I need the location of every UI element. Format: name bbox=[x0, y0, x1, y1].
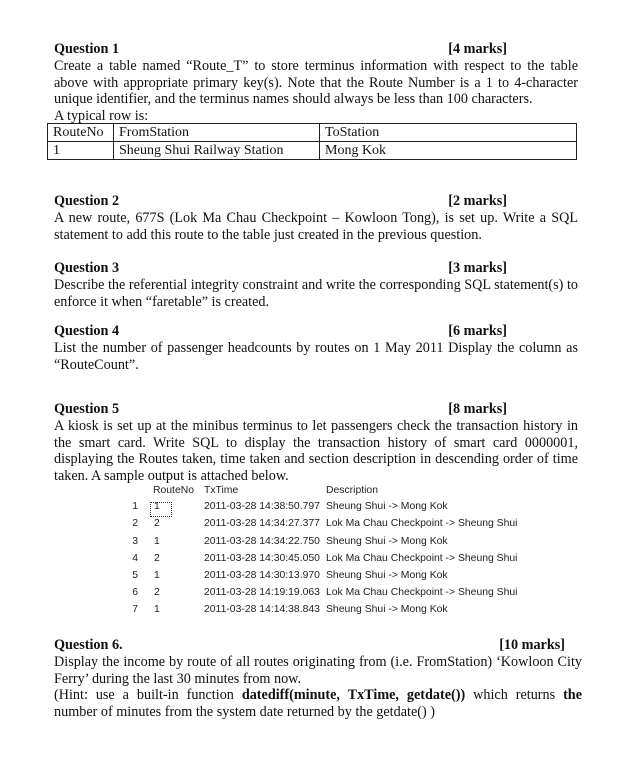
row-number: 6 bbox=[132, 587, 138, 599]
question-6-title: Question 6. bbox=[54, 637, 123, 653]
question-6-hint bbox=[54, 687, 582, 721]
question-2 bbox=[54, 193, 578, 243]
question-6-header bbox=[54, 637, 582, 654]
row-description[interactable]: Sheung Shui -> Mong Kok bbox=[326, 569, 448, 581]
sample-header-routeno: RouteNo bbox=[153, 485, 195, 496]
hint-the: the bbox=[563, 687, 582, 704]
question-1-header bbox=[54, 41, 578, 58]
row-txtime[interactable]: 2011-03-28 14:30:13.970 bbox=[204, 569, 320, 581]
row-routeno[interactable]: 1 bbox=[154, 501, 160, 513]
row-description[interactable]: Sheung Shui -> Mong Kok bbox=[326, 535, 448, 547]
question-3-text: Describe the referential integrity constraint and write the corresponding SQL statement(s) to enforce it when “faretable” is created. bbox=[54, 276, 578, 310]
question-2-marks: [2 marks] bbox=[448, 193, 507, 209]
question-4-header bbox=[54, 323, 578, 340]
question-5-marks: [8 marks] bbox=[448, 401, 507, 417]
question-5-title: Question 5 bbox=[54, 401, 120, 417]
row-description[interactable]: Lok Ma Chau Checkpoint -> Sheung Shui bbox=[326, 552, 518, 564]
typical-header-fromstation: FromStation bbox=[114, 124, 320, 142]
row-txtime[interactable]: 2011-03-28 14:38:50.797 bbox=[204, 501, 320, 513]
sample-header-description: Description bbox=[326, 485, 378, 496]
row-description[interactable]: Lok Ma Chau Checkpoint -> Sheung Shui bbox=[326, 518, 518, 530]
question-4-text: List the number of passenger headcounts by routes on 1 May 2011 Display the column as “RouteCount”. bbox=[54, 339, 578, 373]
typical-cell-tostation: Mong Kok bbox=[320, 142, 577, 160]
typical-row-label: A typical row is: bbox=[54, 108, 149, 125]
question-6 bbox=[54, 637, 582, 721]
row-number: 7 bbox=[132, 604, 138, 616]
row-txtime[interactable]: 2011-03-28 14:34:27.377 bbox=[204, 518, 320, 530]
typical-header-tostation: ToStation bbox=[320, 124, 577, 142]
question-2-text: A new route, 677S (Lok Ma Chau Checkpoint – Kowloon Tong), is set up. Write a SQL statement to add this route to the table just created in the previous question. bbox=[54, 209, 578, 243]
row-routeno[interactable]: 1 bbox=[154, 535, 160, 547]
question-3-header bbox=[54, 260, 578, 277]
row-txtime[interactable]: 2011-03-28 14:30:45.050 bbox=[204, 552, 320, 564]
row-number: 4 bbox=[132, 552, 138, 564]
typical-table-data-row bbox=[48, 142, 577, 160]
row-routeno[interactable]: 1 bbox=[154, 604, 160, 616]
hint-code: datediff(minute, TxTime, getdate()) bbox=[241, 687, 466, 704]
question-4-marks: [6 marks] bbox=[448, 323, 507, 339]
question-4 bbox=[54, 323, 578, 373]
question-5 bbox=[54, 401, 578, 485]
question-3-title: Question 3 bbox=[54, 260, 120, 276]
question-2-title: Question 2 bbox=[54, 193, 120, 209]
row-description[interactable]: Lok Ma Chau Checkpoint -> Sheung Shui bbox=[326, 587, 518, 599]
row-routeno[interactable]: 2 bbox=[154, 552, 160, 564]
question-6-text: Display the income by route of all routes originating from (i.e. FromStation) ‘Kowloon City Ferry’ during the last 30 minutes from now. bbox=[54, 653, 582, 687]
question-3-marks: [3 marks] bbox=[448, 260, 507, 276]
row-description[interactable]: Sheung Shui -> Mong Kok bbox=[326, 501, 448, 513]
question-5-header bbox=[54, 401, 578, 418]
typical-row-table bbox=[47, 123, 577, 160]
row-txtime[interactable]: 2011-03-28 14:19:19.063 bbox=[204, 587, 320, 599]
question-1-text: Create a table named “Route_T” to store terminus information with respect to the table above with appropriate primary key(s). Note that the Route Number is a 1 to 4-character unique identifier, and the terminus names should always be less than 100 characters. bbox=[54, 57, 578, 108]
row-txtime[interactable]: 2011-03-28 14:14:38.843 bbox=[204, 604, 320, 616]
row-number: 1 bbox=[132, 501, 138, 513]
row-number: 5 bbox=[132, 569, 138, 581]
row-number: 2 bbox=[132, 518, 138, 530]
sample-header-txtime: TxTime bbox=[204, 485, 239, 496]
hint-suffix: number of minutes from the system date returned by the getdate() ) bbox=[54, 704, 435, 721]
hint-mid: which returns bbox=[465, 687, 564, 704]
question-4-title: Question 4 bbox=[54, 323, 120, 339]
question-3 bbox=[54, 260, 578, 310]
typical-cell-routeno: 1 bbox=[48, 142, 114, 160]
row-description[interactable]: Sheung Shui -> Mong Kok bbox=[326, 604, 448, 616]
question-6-marks: [10 marks] bbox=[499, 637, 565, 653]
question-2-header bbox=[54, 193, 578, 210]
row-routeno[interactable]: 2 bbox=[154, 518, 160, 530]
row-txtime[interactable]: 2011-03-28 14:34:22.750 bbox=[204, 535, 320, 547]
question-1-marks: [4 marks] bbox=[448, 41, 507, 57]
typical-cell-fromstation: Sheung Shui Railway Station bbox=[114, 142, 320, 160]
row-routeno[interactable]: 2 bbox=[154, 587, 160, 599]
typical-table-header-row bbox=[48, 124, 577, 142]
question-1-title: Question 1 bbox=[54, 41, 120, 57]
row-routeno[interactable]: 1 bbox=[154, 569, 160, 581]
question-5-text: A kiosk is set up at the minibus terminus to let passengers check the transaction history in the smart card. Write SQL to display the transaction history of smart card 0000001, displaying the Routes taken, time taken and section description in descending order of time taken. A sample output is attached below. bbox=[54, 417, 578, 485]
hint-prefix: (Hint: use a built-in function bbox=[54, 687, 242, 704]
typical-header-routeno: RouteNo bbox=[48, 124, 114, 142]
row-number: 3 bbox=[132, 535, 138, 547]
question-1 bbox=[54, 41, 578, 125]
